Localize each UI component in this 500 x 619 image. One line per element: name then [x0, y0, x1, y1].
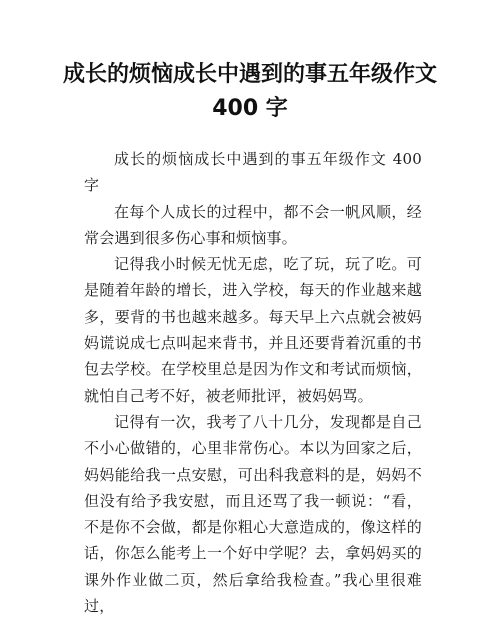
document-title: 成长的烦恼成长中遇到的事五年级作文 400 字 [62, 62, 437, 121]
paragraph: 记得有一次，我考了八十几分，发现都是自己不小心做错的，心里非常伤心。本以为回家之后，妈妈能给我一点安慰，可出科我意料的是，妈妈不但没有给予我安慰，而且还骂了我一顿说：“看，不是你不会做，都是你粗心大意造成的，像这样的话，你怎么能考上一个好中学呢？去，拿妈妈买的课外作业做二页，然后拿给我检查。”我心里很难过， [84, 412, 422, 616]
paragraph: 在每个人成长的过程中，都不会一帆风顺，经常会遇到很多伤心事和烦恼事。 [84, 202, 422, 247]
paragraph: 成长的烦恼成长中遇到的事五年级作文 400 字 [84, 150, 422, 195]
paragraph: 记得我小时候无忧无虑，吃了玩，玩了吃。可是随着年龄的增长，进入学校，每天的作业越来越多，要背的书也越来越多。每天早上六点就会被妈妈谎说成七点叫起来背书，并且还要背着沉重的书包去学校。在学校里总是因为作文和考试而烦恼，就怕自己考不好，被老师批评，被妈妈骂。 [84, 255, 422, 405]
document-body [84, 146, 422, 619]
